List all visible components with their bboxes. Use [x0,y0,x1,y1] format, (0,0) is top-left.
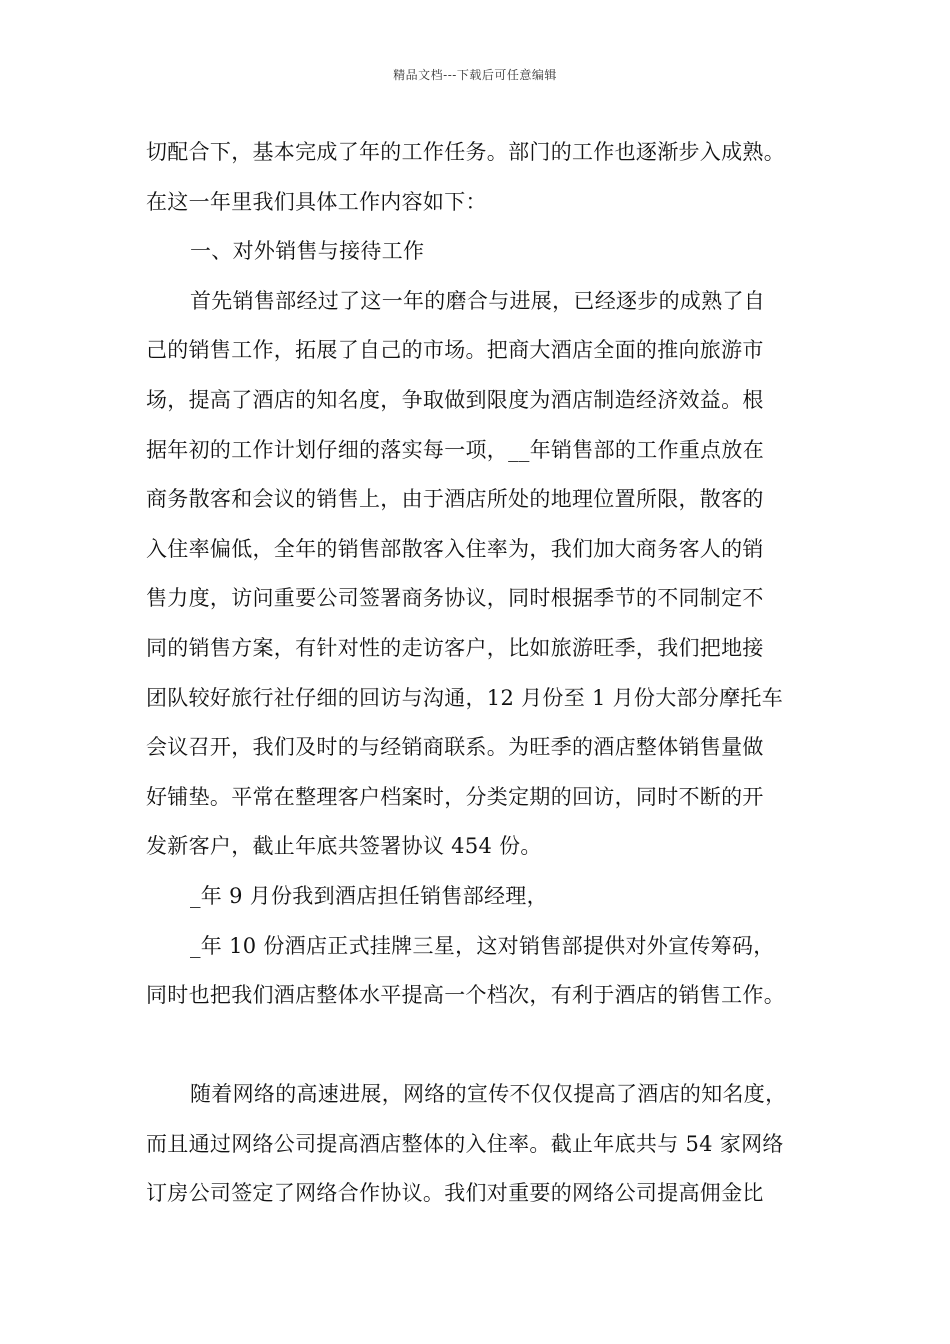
paragraph-line: 己的销售工作，拓展了自己的市场。把商大酒店全面的推向旅游市 [146,338,764,363]
paragraph-line: _年 10 份酒店正式挂牌三星，这对销售部提供对外宣传筹码， [190,933,775,958]
paragraph-line: 随着网络的高速进展，网络的宣传不仅仅提高了酒店的知名度， [190,1082,787,1107]
paragraph-line: 会议召开，我们及时的与经销商联系。为旺季的酒店整体销售量做 [146,735,764,760]
paragraph-line: _年 9 月份我到酒店担任销售部经理， [190,883,548,908]
paragraph-line: 团队较好旅行社仔细的回访与沟通，12 月份至 1 月份大部分摩托车 [146,685,784,710]
paragraph-line: 同时也把我们酒店整体水平提高一个档次，有利于酒店的销售工作。 [146,983,785,1008]
paragraph-line: 入住率偏低，全年的销售部散客入住率为，我们加大商务客人的销 [146,536,764,561]
paragraph-line: 订房公司签定了网络合作协议。我们对重要的网络公司提高佣金比 [146,1181,764,1206]
document-body [146,128,826,1219]
paragraph-gap [146,1021,826,1071]
paragraph-line: 首先销售部经过了这一年的磨合与进展，已经逐步的成熟了自 [190,288,766,313]
paragraph-line: 售力度，访问重要公司签署商务协议，同时根据季节的不同制定不 [146,586,764,611]
paragraph-line: 据年初的工作计划仔细的落实每一项，__年销售部的工作重点放在 [146,437,764,462]
section-heading: 一、对外销售与接待工作 [190,239,425,264]
paragraph-line: 切配合下，基本完成了年的工作任务。部门的工作也逐渐步入成熟。 [146,140,785,164]
paragraph-line: 同的销售方案，有针对性的走访客户，比如旅游旺季，我们把地接 [146,635,764,660]
paragraph-line: 商务散客和会议的销售上，由于酒店所处的地理位置所限，散客的 [146,487,764,512]
paragraph-line: 在这一年里我们具体工作内容如下： [146,189,487,214]
paragraph-line: 而且通过网络公司提高酒店整体的入住率。截止年底共与 54 家网络 [146,1131,784,1156]
paragraph-line: 场，提高了酒店的知名度，争取做到限度为酒店制造经济效益。根 [146,387,764,412]
page-header: 精品文档---下载后可任意编辑 [393,68,557,82]
paragraph-line: 好铺垫。平常在整理客户档案时，分类定期的回访，同时不断的开 [146,784,764,809]
paragraph-line: 发新客户，截止年底共签署协议 454 份。 [146,834,542,859]
